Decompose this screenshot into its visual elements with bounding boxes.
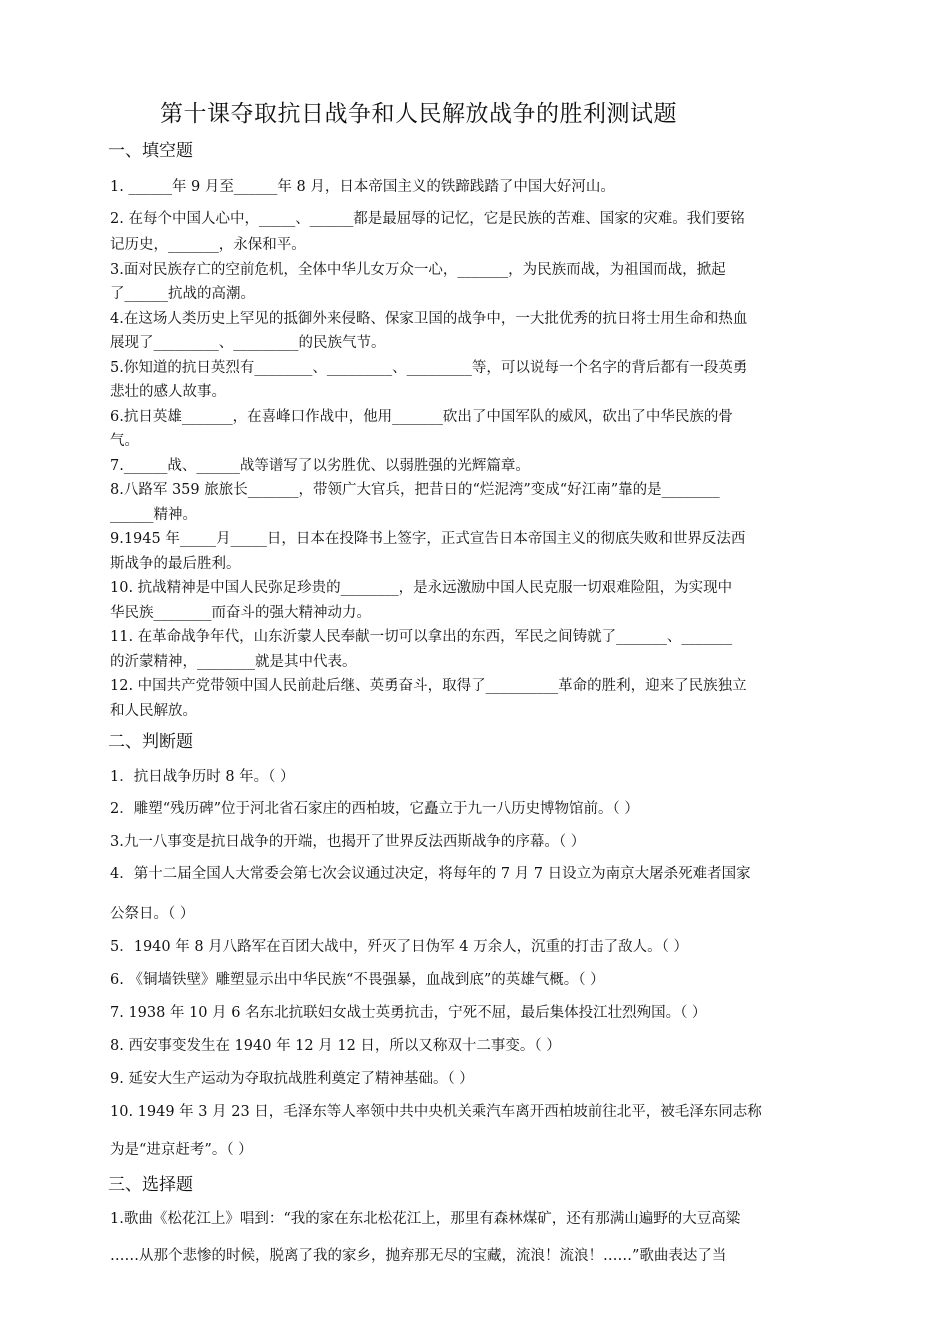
fill-line: ______精神。 [110, 507, 197, 523]
fill-line: 记历史，_______，永保和平。 [110, 237, 306, 253]
fill-line: 华民族________而奋斗的强大精神动力。 [110, 605, 371, 621]
fill-line: 12. 中国共产党带领中国人民前赴后继、英勇奋斗，取得了__________革命的胜利，迎来了民族独立 [110, 678, 747, 694]
fill-line: 和人民解放。 [110, 703, 197, 719]
fill-line: 悲壮的感人故事。 [110, 384, 226, 400]
judge-line: 6. 《铜墙铁壁》雕塑显示出中华民族“不畏强暴，血战到底”的英雄气概。（ ） [110, 972, 605, 988]
page-title: 第十课夺取抗日战争和人民解放战争的胜利测试题 [160, 101, 677, 127]
judge-line: 5．1940 年 8 月八路军在百团大战中，歼灭了日伪军 4 万余人，沉重的打击了敌人。（ ） [110, 939, 688, 955]
judge-line: 10. 1949 年 3 月 23 日，毛泽东等人率领中共中央机关乘汽车离开西柏坡前往北平，被毛泽东同志称 [110, 1104, 762, 1120]
fill-line: 了______抗战的高潮。 [110, 286, 255, 302]
fill-line: 展现了_________、_________的民族气节。 [110, 335, 386, 351]
judge-line: 3.九一八事变是抗日战争的开端，也揭开了世界反法西斯战争的序幕。（ ） [110, 834, 586, 850]
fill-line: 的沂蒙精神，________就是其中代表。 [110, 654, 357, 670]
judge-line: 为是“进京赶考”。（ ） [110, 1142, 253, 1158]
fill-line: 6.抗日英雄_______，在喜峰口作战中，他用_______砍出了中国军队的威风，砍出了中华民族的骨 [110, 409, 733, 425]
section-heading-fill: 一、填空题 [108, 141, 193, 161]
judge-line: 公祭日。（ ） [110, 906, 195, 922]
judge-line: 2．雕塑“残历碑”位于河北省石家庄的西柏坡，它矗立于九一八历史博物馆前。（ ） [110, 801, 639, 817]
fill-line: 5.你知道的抗日英烈有________、_________、_________等，可以说每一个名字的背后都有一段英勇 [110, 360, 748, 376]
fill-line: 8.八路军 359 旅旅长_______，带领广大官兵，把昔日的“烂泥湾”变成“好江南”靠的是________ [110, 482, 720, 498]
fill-line: 2. 在每个中国人心中，_____、______都是最屈辱的记忆，它是民族的苦难、国家的灾难。我们要铭 [110, 211, 745, 227]
fill-line: 斯战争的最后胜利。 [110, 556, 241, 572]
choice-line: 1.歌曲《松花江上》唱到：“我的家在东北松花江上，那里有森林煤矿，还有那满山遍野的大豆高粱 [110, 1211, 741, 1227]
fill-line: 气。 [110, 433, 139, 449]
judge-line: 4．第十二届全国人大常委会第七次会议通过决定，将每年的 7 月 7 日设立为南京大屠杀死难者国家 [110, 866, 751, 882]
fill-line: 4.在这场人类历史上罕见的抵御外来侵略、保家卫国的战争中，一大批优秀的抗日将士用生命和热血 [110, 311, 748, 327]
choice-line: ……从那个悲惨的时候，脱离了我的家乡，抛弃那无尽的宝藏，流浪！流浪！……”歌曲表达了当 [110, 1248, 727, 1264]
fill-line: 3.面对民族存亡的空前危机，全体中华儿女万众一心，_______，为民族而战，为祖国而战，掀起 [110, 262, 726, 278]
judge-line: 7. 1938 年 10 月 6 名东北抗联妇女战士英勇抗击，宁死不屈，最后集体投江壮烈殉国。（ ） [110, 1005, 707, 1021]
fill-line: 7.______战、______战等谱写了以劣胜优、以弱胜强的光辉篇章。 [110, 458, 530, 474]
judge-line: 9. 延安大生产运动为夺取抗战胜利奠定了精神基础。（ ） [110, 1071, 474, 1087]
judge-line: 1．抗日战争历时 8 年。（ ） [110, 769, 295, 785]
section-heading-judge: 二、判断题 [108, 732, 193, 752]
section-heading-choice: 三、选择题 [108, 1175, 193, 1195]
fill-line: 11. 在革命战争年代，山东沂蒙人民奉献一切可以拿出的东西，军民之间铸就了_______、_______ [110, 629, 733, 645]
fill-line: 10. 抗战精神是中国人民弥足珍贵的________，是永远激励中国人民克服一切艰难险阻，为实现中 [110, 580, 733, 596]
fill-line: 1. ______年 9 月至______年 8 月，日本帝国主义的铁蹄践踏了中国大好河山。 [110, 179, 615, 195]
fill-line: 9.1945 年_____月_____日，日本在投降书上签字，正式宣告日本帝国主义的彻底失败和世界反法西 [110, 531, 746, 547]
judge-line: 8. 西安事变发生在 1940 年 12 月 12 日，所以又称双十二事变。（ ） [110, 1038, 561, 1054]
